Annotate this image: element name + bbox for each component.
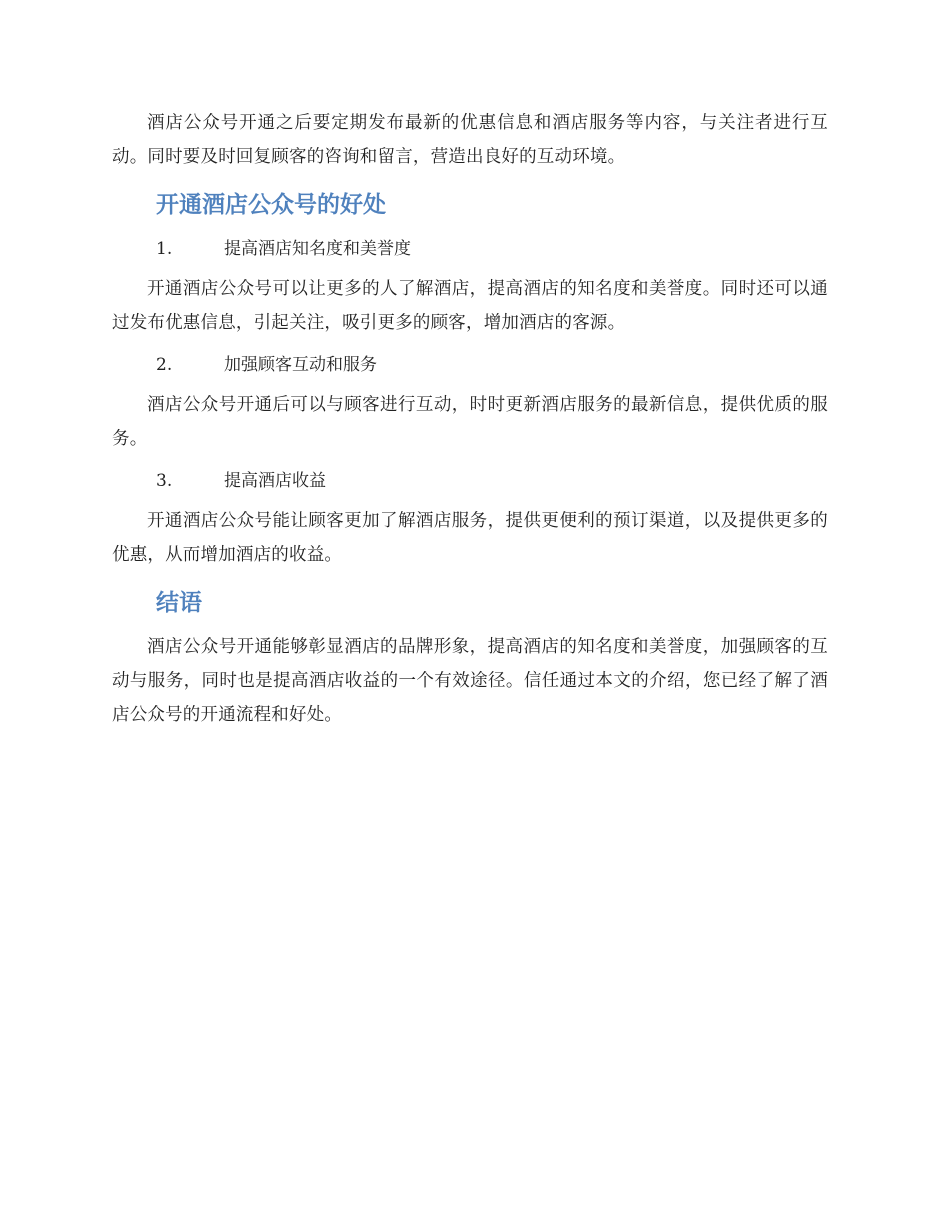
list-item-number: 2. — [156, 355, 173, 375]
conclusion-heading: 结语 — [156, 590, 202, 616]
list-item — [156, 464, 828, 498]
document-page — [112, 106, 828, 732]
list-item — [156, 232, 828, 266]
list-item — [156, 348, 828, 382]
list-item-title: 加强顾客互动和服务 — [224, 355, 377, 375]
intro-paragraph: 酒店公众号开通之后要定期发布最新的优惠信息和酒店服务等内容，与关注者进行互动。同时要及时回复顾客的咨询和留言，营造出良好的互动环境。 — [112, 113, 828, 167]
list-item-body: 开通酒店公众号可以让更多的人了解酒店，提高酒店的知名度和美誉度。同时还可以通过发布优惠信息，引起关注，吸引更多的顾客，增加酒店的客源。 — [112, 279, 828, 333]
list-item-number: 3. — [156, 471, 173, 491]
benefits-heading: 开通酒店公众号的好处 — [156, 192, 386, 218]
list-item-title: 提高酒店知名度和美誉度 — [224, 239, 411, 259]
list-item-title: 提高酒店收益 — [224, 471, 326, 491]
list-item-number: 1. — [156, 239, 173, 259]
list-item-body: 开通酒店公众号能让顾客更加了解酒店服务，提供更便利的预订渠道，以及提供更多的优惠，从而增加酒店的收益。 — [112, 511, 828, 565]
list-item-body: 酒店公众号开通后可以与顾客进行互动，时时更新酒店服务的最新信息，提供优质的服务。 — [112, 395, 828, 449]
conclusion-paragraph: 酒店公众号开通能够彰显酒店的品牌形象，提高酒店的知名度和美誉度，加强顾客的互动与服务，同时也是提高酒店收益的一个有效途径。信任通过本文的介绍，您已经了解了酒店公众号的开通流程和好处。 — [112, 637, 828, 725]
